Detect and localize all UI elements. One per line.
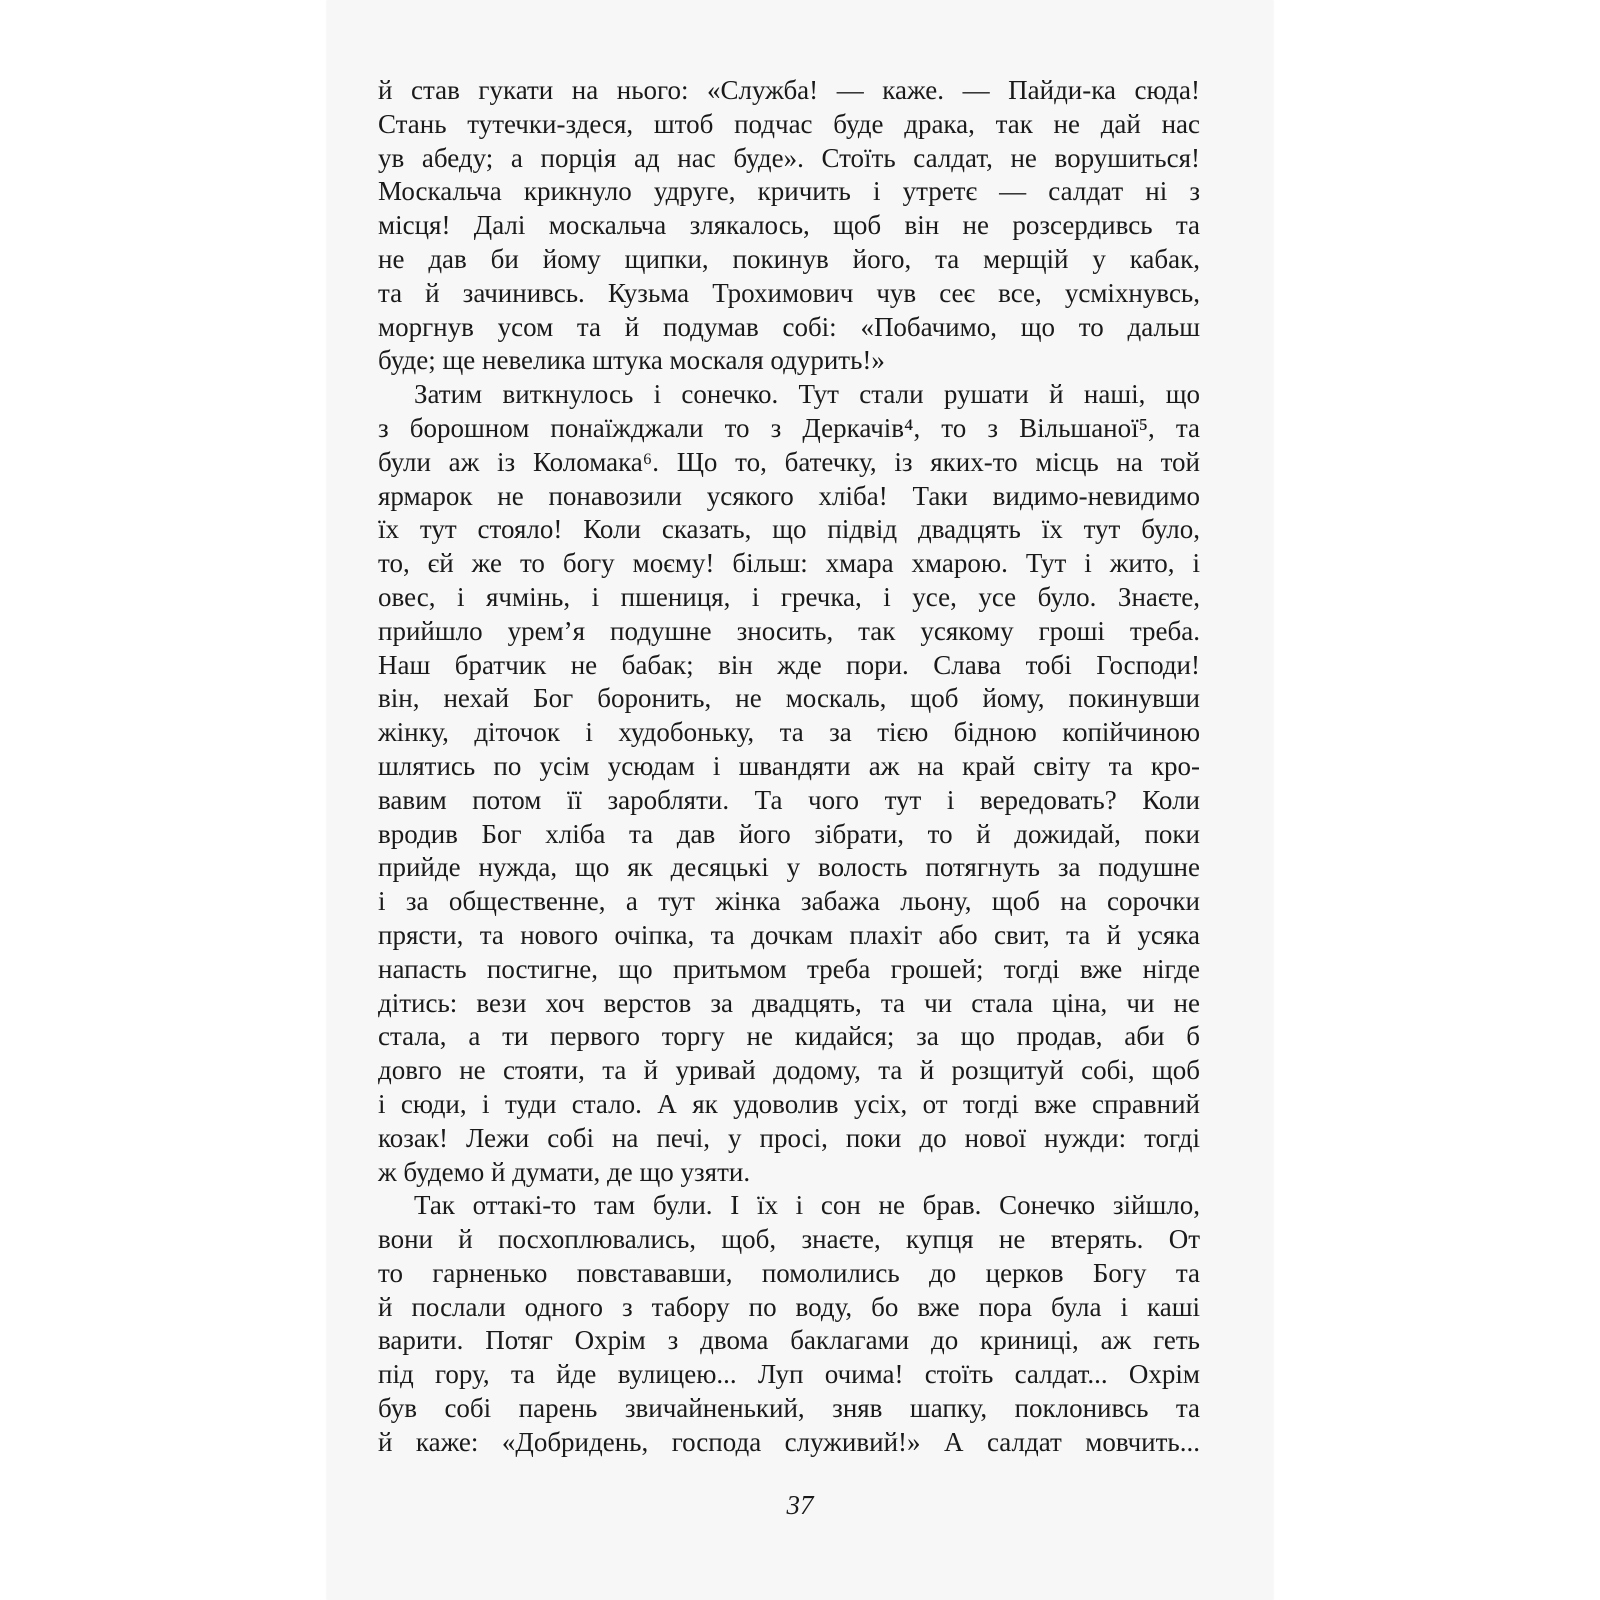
text-line: варити. Потяг Охрім з двома баклагами до криниці, аж геть — [378, 1325, 1200, 1356]
text-line: дітись: вези хоч верстов за двадцять, та чи стала ціна, чи не — [378, 987, 1200, 1018]
body-text — [378, 74, 1200, 1460]
text-line: ув абеду; а порція ад нас буде». Стоїть салдат, не ворушиться! — [378, 142, 1200, 173]
paragraph-1 — [378, 74, 1200, 378]
text-line: то гарненько повстававши, помолились до церков Богу та — [378, 1257, 1200, 1288]
paragraph-2 — [378, 378, 1200, 1189]
text-line: стала, а ти первого торгу не кидайся; за що продав, аби б — [378, 1021, 1200, 1052]
text-line: овес, і ячмінь, і пшениця, і гречка, і усе, усе було. Знаєте, — [378, 581, 1200, 612]
text-line: шлятись по усім усюдам і швандяти аж на край світу та кро- — [378, 750, 1200, 781]
text-line: моргнув усом та й подумав собі: «Побачимо, що то дальш — [378, 311, 1200, 342]
text-line: буде; ще невелика штука москаля одурить!» — [378, 345, 885, 376]
text-line: він, нехай Бог боронить, не москаль, щоб йому, покинувши — [378, 683, 1200, 714]
text-line: їх тут стояло! Коли сказать, що підвід двадцять їх тут було, — [378, 514, 1200, 545]
text-line: прясти, та нового очіпка, та дочкам плахіт або свит, та й усяка — [378, 919, 1200, 950]
text-line: Наш братчик не бабак; він жде пори. Слава тобі Господи! — [378, 649, 1200, 680]
text-line: вони й посхоплювались, щоб, знаєте, купця не втерять. От — [378, 1224, 1200, 1255]
text-line: були аж із Коломака⁶. Що то, батечку, із яких-то місць на той — [378, 446, 1200, 477]
text-line: Так оттакі-то там були. І їх і сон не брав. Сонечко зійшло, — [414, 1190, 1200, 1221]
page-number: 37 — [786, 1490, 814, 1520]
text-line: і за общественне, а тут жінка забажа льону, щоб на сорочки — [378, 886, 1200, 917]
text-line: прийде нужда, що як десяцькі у волость потягнуть за подушне — [378, 852, 1200, 883]
text-line: Стань тутечки-здеся, штоб подчас буде драка, так не дай нас — [378, 108, 1200, 139]
text-line: й послали одного з табору по воду, бо вже пора була і каші — [378, 1291, 1200, 1322]
text-line: з борошном понаїжджали то з Деркачів⁴, то з Вільшаної⁵, та — [378, 412, 1200, 443]
text-line: під гору, та йде вулицею... Луп очима! стоїть салдат... Охрім — [378, 1359, 1200, 1390]
text-line: козак! Лежи собі на печі, у просі, поки до нової нужди: тогді — [378, 1122, 1200, 1153]
paragraph-3 — [378, 1189, 1200, 1459]
text-line: то, єй же то богу моєму! більш: хмара хмарою. Тут і жито, і — [378, 548, 1200, 579]
text-line: жінку, діточок і худобоньку, та за тією бідною копійчиною — [378, 717, 1200, 748]
text-line: напасть постигне, що притьмом треба грошей; тогді вже нігде — [378, 953, 1200, 984]
text-line: прийшло урем’я подушне зносить, так усякому гроші треба. — [378, 615, 1200, 646]
text-line: не дав би йому щипки, покинув його, та мерщій у кабак, — [378, 243, 1200, 274]
text-line: вавим потом її заробляти. Та чого тут і вередовать? Коли — [378, 784, 1200, 815]
text-line: був собі парень звичайненький, зняв шапку, поклонивсь та — [378, 1393, 1200, 1424]
text-line: ярмарок не понавозили усякого хліба! Таки видимо-невидимо — [378, 480, 1200, 511]
text-line: і сюди, і туди стало. А як удоволив усіх, от тогді вже справний — [378, 1088, 1200, 1119]
text-line: вродив Бог хліба та дав його зібрати, то й дожидай, поки — [378, 818, 1200, 849]
text-line: та й зачинивсь. Кузьма Трохимович чув сеє все, усміхнувсь, — [378, 277, 1200, 308]
text-line: місця! Далі москальча злякалось, щоб він не розсердивсь та — [378, 210, 1200, 241]
text-line: й став гукати на нього: «Служба! — каже. — Пайди-ка сюда! — [378, 75, 1200, 105]
text-line: Москальча крикнуло удруге, кричить і утретє — салдат ні з — [378, 176, 1200, 207]
text-line: й каже: «Добридень, господа служивий!» А салдат мовчить... — [378, 1426, 1200, 1457]
text-line: Затим виткнулось і сонечко. Тут стали рушати й наші, що — [414, 379, 1200, 410]
text-line: довго не стояти, та й уривай додому, та й розщитуй собі, щоб — [378, 1055, 1200, 1086]
text-line: ж будемо й думати, де що узяти. — [378, 1156, 751, 1187]
